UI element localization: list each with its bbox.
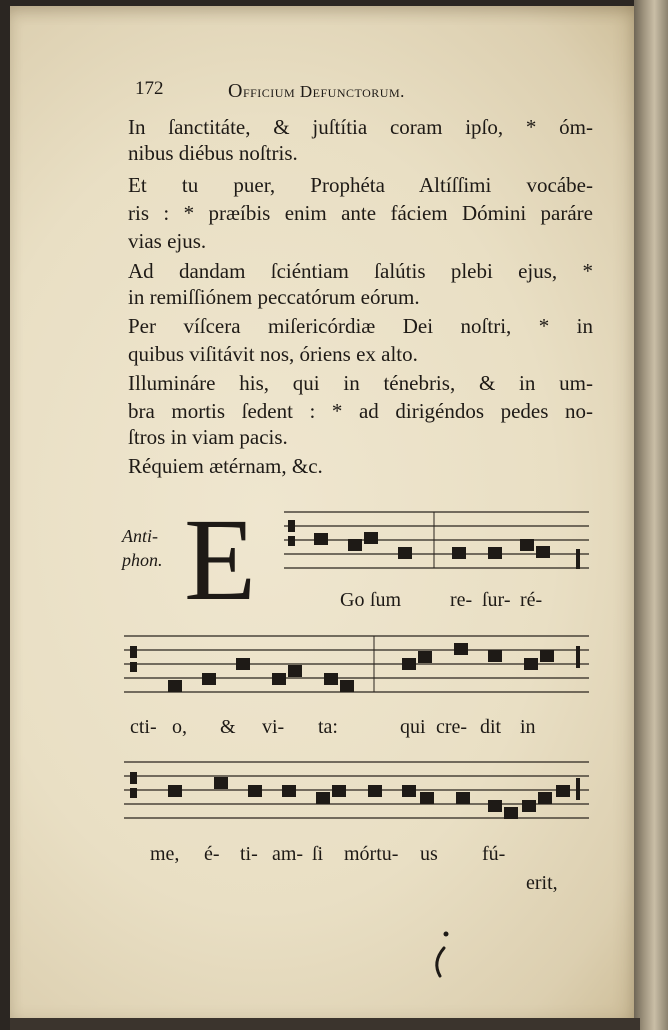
verse-line: in remiſſiónem peccatórum eórum.: [128, 285, 420, 309]
lyric: ta:: [318, 716, 338, 738]
lyric: re-: [450, 589, 473, 611]
music-staff-3: [124, 752, 591, 812]
pen-mark: [426, 930, 456, 980]
lyric: &: [220, 716, 236, 738]
lyric: ſi: [312, 843, 324, 865]
lyric: ti-: [240, 843, 258, 865]
verse-line: Ad dandam ſciéntiam ſalútis plebi ejus, *: [128, 259, 593, 283]
lyric: o,: [172, 716, 187, 738]
bottom-shadow: [10, 1018, 640, 1030]
lyric: é-: [204, 843, 220, 865]
antiphon-label-line: Anti-: [122, 526, 158, 546]
verse-line: Et tu puer, Prophéta Altíſſimi vocábe-: [128, 173, 593, 197]
drop-initial: E: [184, 494, 257, 625]
lyric: qui: [400, 716, 426, 738]
lyric: us: [420, 843, 438, 865]
lyric: Go: [340, 589, 365, 611]
verse-line: bra mortis ſedent : * ad dirigéndos pedes no-: [128, 399, 593, 423]
lyric: am-: [272, 843, 304, 865]
verse-line: nibus diébus noſtris.: [128, 141, 298, 165]
verse-line: Réquiem ætérnam, &c.: [128, 454, 323, 478]
verse-line: Illumináre his, qui in ténebris, & in um-: [128, 371, 593, 395]
verse-line: ris : * præíbis enim ante fáciem Dómini paráre: [128, 201, 593, 225]
verse-line: ſtros in viam pacis.: [128, 425, 288, 449]
antiphon-label: [122, 524, 163, 572]
running-title: Officium Defunctorum.: [228, 80, 405, 102]
music-staff-1: [284, 504, 591, 564]
verse-line: vias ejus.: [128, 229, 207, 253]
lyric: ſur-: [482, 589, 511, 611]
page-edge: [634, 0, 668, 1030]
verse-line: In ſanctitáte, & juſtítia coram ipſo, * óm-: [128, 115, 593, 139]
page-number: 172: [135, 78, 164, 99]
lyric: fú-: [482, 843, 506, 865]
lyric: vi-: [262, 716, 285, 738]
verse-line: quibus viſitávit nos, óriens ex alto.: [128, 342, 418, 366]
lyric: cre-: [436, 716, 468, 738]
music-staff-2: [124, 628, 591, 688]
lyric: ſum: [370, 589, 402, 611]
lyric: in: [520, 716, 536, 738]
antiphon-label-line: phon.: [122, 550, 163, 570]
lyric: erit,: [526, 872, 558, 894]
lyric: me,: [150, 843, 180, 865]
lyric: dit: [480, 716, 502, 738]
lyric: cti-: [130, 716, 157, 738]
lyric: ré-: [520, 589, 543, 611]
lyric: mórtu-: [344, 843, 399, 865]
verse-line: Per víſcera miſericórdiæ Dei noſtri, * in: [128, 314, 593, 338]
